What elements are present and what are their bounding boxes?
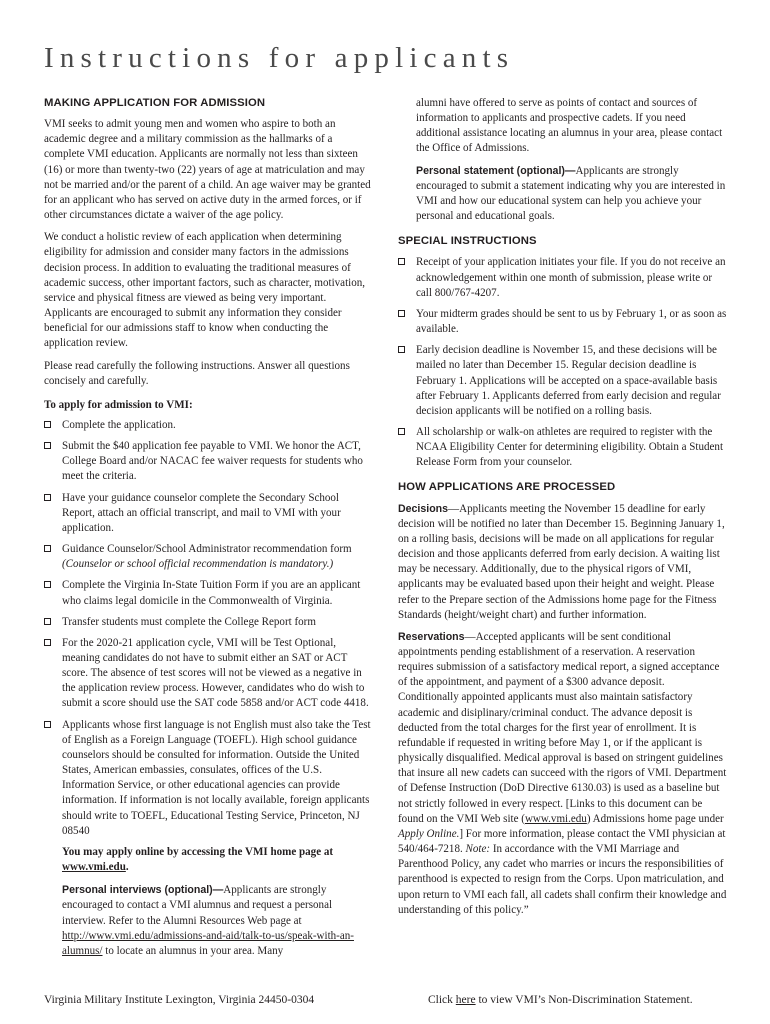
apply-checklist: [44, 418, 374, 839]
decisions-paragraph: Decisions—Applicants meeting the November 15 deadline for early decision will be notified no later than December 15. Beginning January 1, on a rolling basis, decisions will be made on all applications for regular decision and those applicants deferred from early decision. A waiting list may be necessary. Additionally, due to the physical rigors of VMI, applicants may be evaluated based upon their height and weight. Please refer to the Prepare section of the Admissions home page for the Fitness Standards (height/weight chart) and further information.: [398, 502, 725, 621]
checkbox-icon: [44, 721, 51, 728]
left-column: [44, 96, 374, 967]
personal-statement-paragraph: Personal statement (optional)—Applicants are strongly encouraged to submit a statement indicating why you are interested in VMI and how our educational system can help you achieve your personal and educational goals.: [416, 164, 726, 223]
personal-interviews-paragraph: Personal interviews (optional)—Applicants are strongly encouraged to contact a VMI alumnus and request a personal interview. Refer to the Alumni Resources Web page at http://www.vmi.edu/admissions-and-aid/talk-to-us/speak-with-an-alumnus/ to locate an alumnus in your area. Many: [62, 884, 354, 957]
alumni-continued-paragraph: alumni have offered to serve as points of contact and sources of information to applicants and prospective cadets. If you need additional assistance locating an alumnus in your area, please contact the Office of Admissions.: [416, 97, 723, 155]
apply-online-note: You may apply online by accessing the VMI home page at www.vmi.edu.: [62, 845, 334, 874]
section-heading-admission: MAKING APPLICATION FOR ADMISSION: [44, 97, 266, 109]
checklist-text: Complete the Virginia In-State Tuition Form if you are an applicant who claims legal domicile in the Commonwealth of Virginia.: [62, 579, 361, 607]
checklist-text: Have your guidance counselor complete the Secondary School Report, attach an official transcript, and mail to VMI with your application.: [62, 491, 341, 534]
special-item: Receipt of your application initiates your file. If you do not receive an acknowledgement within one month of submission, please write or call 800/767-4207.: [398, 255, 728, 300]
reservations-paragraph: Reservations—Accepted applicants will be sent conditional appointments pending establishment of a reservation. A reservation requires submission of a satisfactory medical report, a signed acceptance of the appointment, and payment of a $300 advance deposit. Conditionally appointed applicants must also maintain satisfactory academic and disiplinary/criminal conduct. The advance deposit is deducted from the total charges for the first year of enrollment. It is refundable if requested in writing before May 1, or if the applicant is physically disqualified. Medical approval is based on stringent guidelines that insure all new cadets can succeed with the rigors of VMI. Department of Defense Instruction (DoD Directive 6130.03) is used as a baseline but not strictly followed in every respect. [Links to this document can be found on the VMI Web site (www.vmi.edu) Admissions home page under Apply Online.] For more information, please contact the VMI physician at 540/464-7218. Note: In accordance with the VMI Marriage and Parenthood Policy, any cadet who marries or incurs the responsibilities of parenthood is expected to resign from the Corps. Upon matriculation, and upon return to VMI each fall, all cadets shall confirm their knowledge and understanding of this policy.”: [398, 630, 727, 916]
checkbox-icon: [398, 258, 405, 265]
nondiscrimination-link[interactable]: here: [455, 994, 476, 1006]
section-heading-processed: HOW APPLICATIONS ARE PROCESSED: [398, 481, 616, 494]
decisions-label: Decisions: [398, 502, 449, 515]
checklist-item: [44, 491, 374, 536]
checkbox-icon: [44, 639, 51, 646]
alumni-resources-link[interactable]: http://www.vmi.edu/admissions-and-aid/talk-to-us/speak-with-an-alumnus/: [62, 929, 354, 957]
read-carefully-paragraph: Please read carefully the following instructions. Answer all questions concisely and carefully.: [44, 359, 350, 387]
holistic-review-paragraph: We conduct a holistic review of each application when determining eligibility for admission and consider many factors in the admissions decision process. In addition to evaluating the traditional measures of academic success, other important factors, such as character, motivation, service and physical fitness are viewed as being very important. Applicants are encouraged to submit any information they consider beneficial for our admissions staff to know when conducting the application review.: [44, 231, 366, 350]
personal-statement-label: Personal statement (optional)—: [416, 164, 576, 177]
apply-heading: To apply for admission to VMI:: [44, 398, 193, 411]
checklist-text: Applicants whose first language is not English must also take the Test of English as a Foreign Language (TOEFL). High school guidance counselors should be consulted for information. Outside the United States, American embassies, consulates, offices of the U.S. Information Service, or other educational agencies can provide information. If information is not locally available, foreign applicants should write to TOEFL, Educational Testing Service, Princeton, NJ 08540: [62, 718, 371, 837]
checklist-item: [44, 439, 374, 484]
checklist-item: [44, 578, 374, 608]
reservations-label: Reservations: [398, 630, 465, 643]
checklist-italic-note: (Counselor or school official recommendation is mandatory.): [62, 558, 334, 571]
note-label: Note:: [465, 843, 491, 856]
intro-paragraph: VMI seeks to admit young men and women who aspire to both an academic degree and a military commission as the hallmarks of a complete VMI education. Applicants are normally not less than sixteen (16) or more than twenty-two (22) years of age at matriculation and may not be married and/or the parent of a child. An age waiver may be granted for an applicant who has served on active duty in the armed forces, or if other circumstances dictate a waiver of the age policy.: [44, 118, 371, 222]
checklist-text: Guidance Counselor/School Administrator recommendation form: [62, 543, 352, 556]
checkbox-icon: [44, 442, 51, 449]
checklist-item: [44, 636, 374, 712]
footer-nondiscrimination: Click here to view VMI’s Non-Discrimination Statement.: [428, 994, 693, 1006]
right-column: [398, 96, 728, 925]
checkbox-icon: [44, 421, 51, 428]
checklist-item: [44, 542, 374, 572]
checkbox-icon: [44, 618, 51, 625]
checkbox-icon: [398, 310, 405, 317]
checklist-text: Transfer students must complete the College Report form: [62, 615, 316, 628]
footer-address: Virginia Military Institute Lexington, Virginia 24450-0304: [44, 994, 315, 1006]
checklist-text: For the 2020-21 application cycle, VMI will be Test Optional, meaning candidates do not have to submit either an SAT or ACT score. The absence of test scores will not be viewed as a negative in the application review process. However, candidates who do wish to submit a score should use the SAT code 5858 and/or ACT code 4418.: [62, 636, 369, 710]
section-heading-special: SPECIAL INSTRUCTIONS: [398, 235, 537, 248]
checklist-item: [44, 418, 374, 433]
checklist-item: [44, 615, 374, 630]
checklist-item: [44, 718, 374, 839]
vmi-home-link[interactable]: www.vmi.edu: [62, 861, 126, 874]
special-item: All scholarship or walk-on athletes are required to register with the NCAA Eligibility Center for determining eligibility. Obtain a Student Release Form from your counselor.: [398, 425, 728, 470]
vmi-website-link[interactable]: www.vmi.edu: [524, 812, 587, 825]
checkbox-icon: [398, 428, 405, 435]
checkbox-icon: [44, 494, 51, 501]
special-instructions-list: [398, 255, 728, 470]
checkbox-icon: [398, 346, 405, 353]
personal-interviews-label: Personal interviews (optional)—: [62, 884, 224, 897]
checklist-text: Complete the application.: [62, 418, 176, 431]
checkbox-icon: [44, 545, 51, 552]
checklist-text: Submit the $40 application fee payable to VMI. We honor the ACT, College Board and/or NACAC fee waiver requests for students who meet the criteria.: [62, 440, 363, 483]
checkbox-icon: [44, 581, 51, 588]
special-item: Your midterm grades should be sent to us by February 1, or as soon as available.: [398, 307, 728, 337]
page-title: Instructions for applicants: [44, 42, 515, 74]
special-item: Early decision deadline is November 15, and these decisions will be mailed no later than December 15. Regular decision deadline is February 1. Applications will be accepted on a space-available basis after February 1. Applicants deferred from early decision and regular decision applicants will be notified on a rolling basis.: [398, 343, 728, 419]
